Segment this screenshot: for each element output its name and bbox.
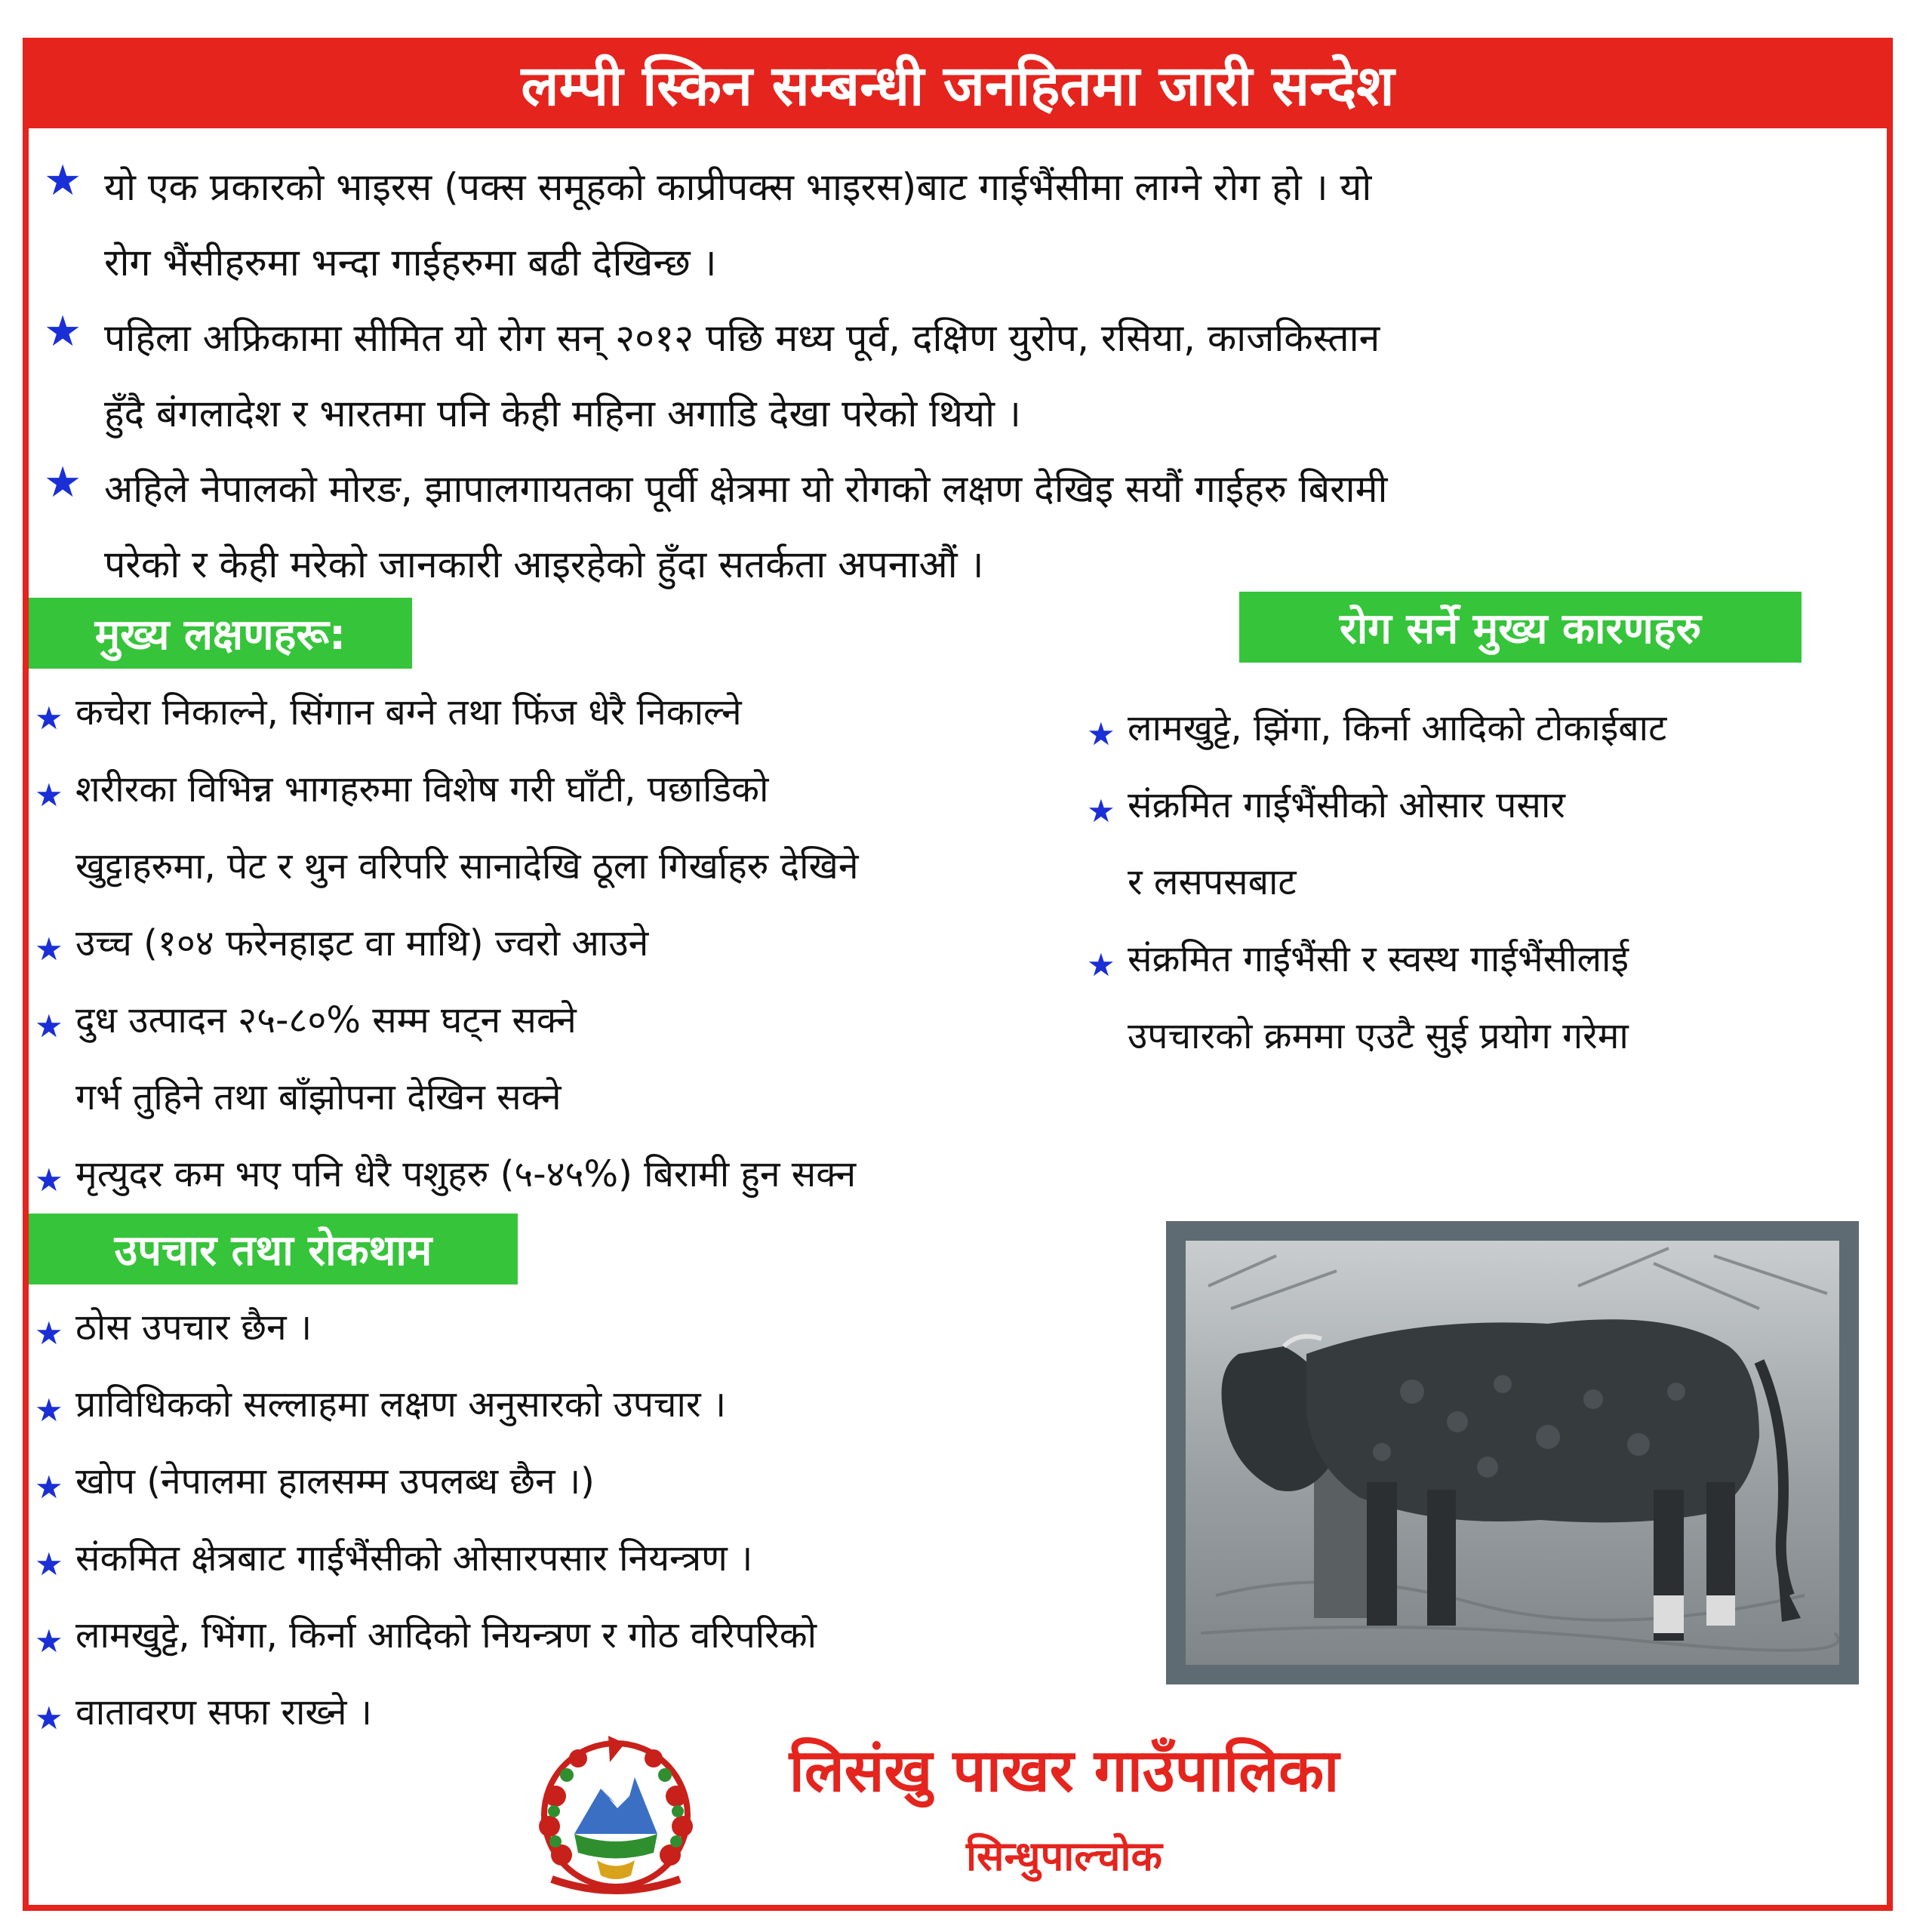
star-icon: ★ (1087, 792, 1115, 829)
star-icon: ★ (35, 1623, 63, 1660)
symptoms-heading: मुख्य लक्षणहरू: (29, 598, 412, 669)
prevention-item: ★ वातावरण सफा राख्ने । (35, 1691, 372, 1737)
cause-item: ★ संक्रमित गाईभैंसीको ओसार पसार र लसपसबाट (1087, 784, 1565, 903)
cause-item: ★ संक्रमित गाईभैंसी र स्वस्थ गाईभैंसीलाई उपचारको क्रममा एउटै सुई प्रयोग गरेमा (1087, 938, 1629, 1057)
star-icon: ★ (35, 700, 63, 737)
star-icon: ★ (1087, 715, 1115, 752)
prevention-item: ★ ठोस उपचार छैन । (35, 1306, 312, 1352)
prevention-heading: उपचार तथा रोकथाम (29, 1214, 518, 1284)
star-icon: ★ (1087, 946, 1115, 983)
star-icon: ★ (44, 458, 82, 507)
symptom-item: ★ उच्च (१०४ फरेनहाइट वा माथि) ज्वरो आउने (35, 922, 649, 968)
symptom-item: ★ मृत्युदर कम भए पनि धेरै पशुहरु (५-४५%) बिरामी हुन सक्न (35, 1153, 857, 1198)
intro-text: पहिला अफ्रिकामा सीमित यो रोग सन् २०१२ पछि मध्य पूर्व, दक्षिण युरोप, रसिया, काजकिस्तान हुँदै बंगलादेश र भारतमा पनि केही महिना अगाडि देखा परेको थियो । (104, 316, 1380, 435)
intro-text: अहिले नेपालको मोरङ, झापालगायतका पूर्वी क्षेत्रमा यो रोगको लक्षण देखिइ सयौं गाईहरु बिरामी परेको र केही मरेको जानकारी आइरहेको हुँदा सतर्कता अपनाऔं । (104, 467, 1388, 586)
star-icon: ★ (35, 1392, 63, 1429)
intro-bullet (44, 300, 1817, 451)
intro-text: यो एक प्रकारको भाइरस (पक्स समूहको काप्रीपक्स भाइरस)बाट गाईभैंसीमा लाग्ने रोग हो । यो रोग भैंसीहरुमा भन्दा गाईहरुमा बढी देखिन्छ । (104, 165, 1372, 285)
star-icon: ★ (35, 1315, 63, 1352)
nepal-emblem-icon (533, 1728, 699, 1905)
poster-title: लम्पी स्किन सम्बन्धी जनहितमा जारी सन्देश (23, 38, 1893, 128)
star-icon: ★ (44, 307, 82, 356)
star-icon: ★ (35, 777, 63, 814)
star-icon: ★ (35, 1161, 63, 1198)
star-icon: ★ (35, 931, 63, 968)
symptom-item: ★ दुध उत्पादन २५-८०% सम्म घट्न सक्ने गर्भ तुहिने तथा बाँझोपना देखिन सक्ने (35, 999, 577, 1118)
prevention-item: ★ संकमित क्षेत्रबाट गाईभैंसीको ओसारपसार नियन्त्रण । (35, 1537, 753, 1583)
star-icon: ★ (35, 1700, 63, 1737)
diseased-cow-photo (1186, 1241, 1839, 1665)
intro-bullet (44, 451, 1817, 602)
district-name: सिन्धुपाल्चोक (965, 1832, 1163, 1880)
cause-item: ★ लामखुट्टे, झिंगा, किर्ना आदिको टोकाईबाट (1087, 707, 1667, 752)
prevention-item: ★ प्राविधिकको सल्लाहमा लक्षण अनुसारको उपचार । (35, 1383, 727, 1429)
prevention-item: ★ खोप (नेपालमा हालसम्म उपलब्ध छैन ।) (35, 1460, 595, 1506)
star-icon: ★ (35, 1008, 63, 1044)
causes-heading: रोग सर्ने मुख्य कारणहरु (1239, 592, 1802, 663)
symptom-item: ★ कचेरा निकाल्ने, सिंगान बग्ने तथा फिंज धेरै निकाल्ने (35, 691, 742, 737)
intro-bullet (44, 149, 1817, 300)
municipality-name: लिसंखु पाखर गाउँपालिका (789, 1737, 1340, 1805)
cow-photo-frame (1166, 1221, 1859, 1684)
star-icon: ★ (44, 156, 82, 205)
symptom-item: ★ शरीरका विभिन्न भागहरुमा विशेष गरी घाँटी, पछाडिको खुट्टाहरुमा, पेट र थुन वरिपरि सानादेखि ठूला गिर्खाहरु देखिने (35, 768, 859, 888)
star-icon: ★ (35, 1469, 63, 1506)
prevention-item: ★ लामखुट्टे, भिंगा, किर्ना आदिको नियन्त्रण र गोठ वरिपरिको (35, 1614, 817, 1660)
star-icon: ★ (35, 1546, 63, 1583)
